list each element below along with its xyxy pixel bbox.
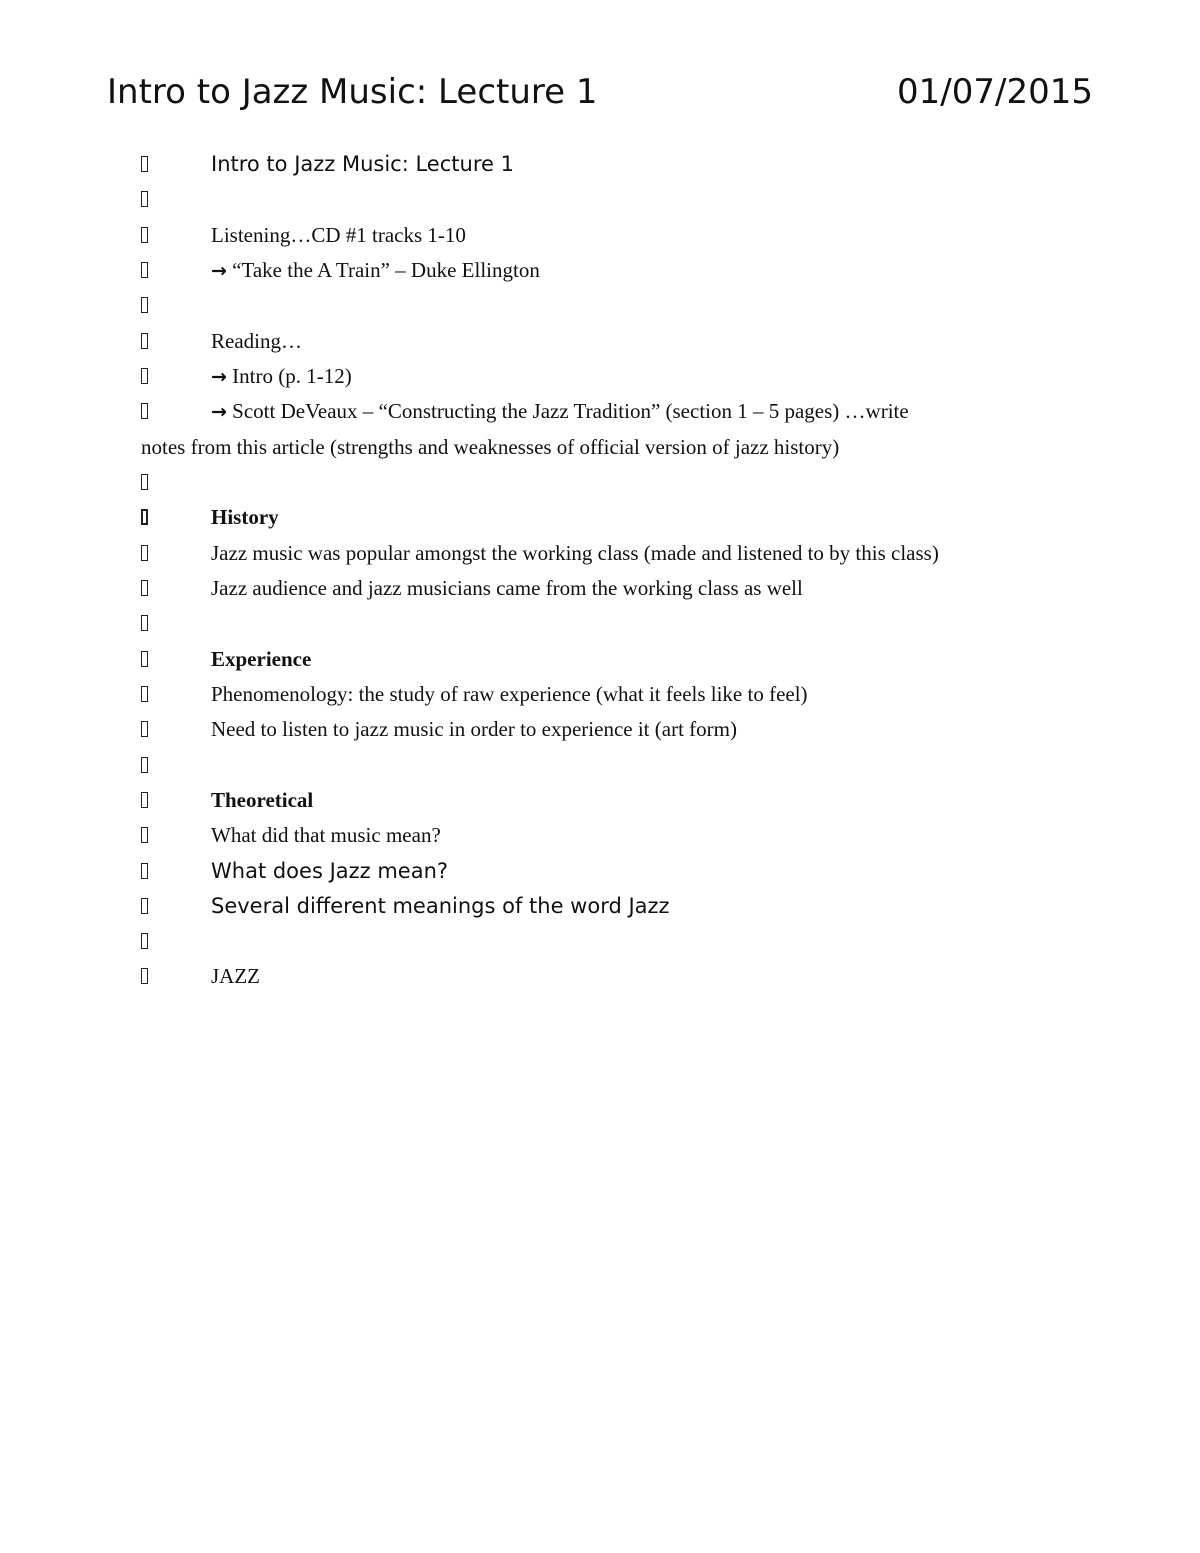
jazz-line: JAZZ (211, 964, 260, 988)
list-item (0, 818, 1200, 853)
page-date: 01/07/2015 (897, 72, 1093, 112)
bullet-icon (141, 757, 148, 773)
bullet-icon (141, 651, 148, 667)
reading-item-2 (211, 394, 909, 429)
list-item (0, 359, 1200, 394)
list-item (0, 889, 1200, 924)
bullet-icon (141, 227, 148, 243)
reading-item-2-text: Scott DeVeaux – “Constructing the Jazz Tradition” (section 1 – 5 pages) …write (232, 399, 909, 423)
list-item-empty (0, 924, 1200, 959)
list-item (0, 253, 1200, 288)
bullet-icon (141, 898, 148, 914)
bullet-icon (141, 403, 148, 419)
list-item-empty (0, 606, 1200, 641)
bullet-icon (141, 615, 148, 631)
list-item (0, 147, 1200, 182)
history-heading: History (211, 505, 279, 529)
theoretical-heading: Theoretical (211, 788, 314, 812)
list-item (0, 218, 1200, 253)
list-item (0, 324, 1200, 359)
list-item-empty (0, 465, 1200, 500)
arrow-right-icon: → (211, 366, 227, 388)
reading-item-1 (211, 359, 352, 394)
page-title: Intro to Jazz Music: Lecture 1 (107, 72, 598, 112)
experience-item-2: Need to listen to jazz music in order to experience it (art form) (211, 717, 737, 741)
theoretical-item-1: What did that music mean? (211, 823, 441, 847)
list-item-empty (0, 748, 1200, 783)
arrow-right-icon: → (211, 260, 227, 282)
experience-heading: Experience (211, 647, 312, 671)
list-item (0, 854, 1200, 889)
bullet-icon (141, 686, 148, 702)
bullet-icon (141, 156, 148, 172)
listening-item-text: “Take the A Train” – Duke Ellington (232, 258, 540, 282)
bullet-icon (141, 545, 148, 561)
history-item-1: Jazz music was popular amongst the working class (made and listened to by this class) (211, 541, 939, 565)
bullet-icon (141, 297, 148, 313)
bullet-icon (141, 792, 148, 808)
bullet-icon (141, 262, 148, 278)
list-item (0, 959, 1200, 994)
list-item (0, 500, 1200, 535)
reading-item-2-continuation: notes from this article (strengths and weaknesses of official version of jazz history) (141, 435, 840, 459)
bullet-icon (141, 933, 148, 949)
bullet-icon (141, 827, 148, 843)
bullet-icon (141, 863, 148, 879)
list-item-empty (0, 288, 1200, 323)
list-item (0, 677, 1200, 712)
history-item-2: Jazz audience and jazz musicians came from the working class as well (211, 576, 803, 600)
lecture-title-line: Intro to Jazz Music: Lecture 1 (211, 152, 514, 176)
bullet-icon (141, 474, 148, 490)
list-item (0, 712, 1200, 747)
reading-line: Reading… (211, 329, 302, 353)
bullet-icon (141, 191, 148, 207)
list-item (0, 783, 1200, 818)
listening-line: Listening…CD #1 tracks 1-10 (211, 223, 466, 247)
listening-item (211, 253, 540, 288)
bullet-icon (141, 968, 148, 984)
list-item-empty (0, 182, 1200, 217)
list-item (0, 642, 1200, 677)
bullet-icon (141, 368, 148, 384)
list-item (0, 571, 1200, 606)
experience-item-1: Phenomenology: the study of raw experience (what it feels like to feel) (211, 682, 808, 706)
reading-item-1-text: Intro (p. 1-12) (232, 364, 352, 388)
page-header (107, 68, 1093, 116)
bullet-icon (141, 580, 148, 596)
list-item (0, 394, 1200, 429)
bullet-icon (141, 333, 148, 349)
theoretical-item-2: What does Jazz mean? (211, 859, 449, 883)
list-item (0, 536, 1200, 571)
arrow-right-icon: → (211, 401, 227, 423)
theoretical-item-3: Several different meanings of the word Jazz (211, 894, 670, 918)
bullet-icon (141, 721, 148, 737)
bullet-icon (141, 509, 148, 525)
